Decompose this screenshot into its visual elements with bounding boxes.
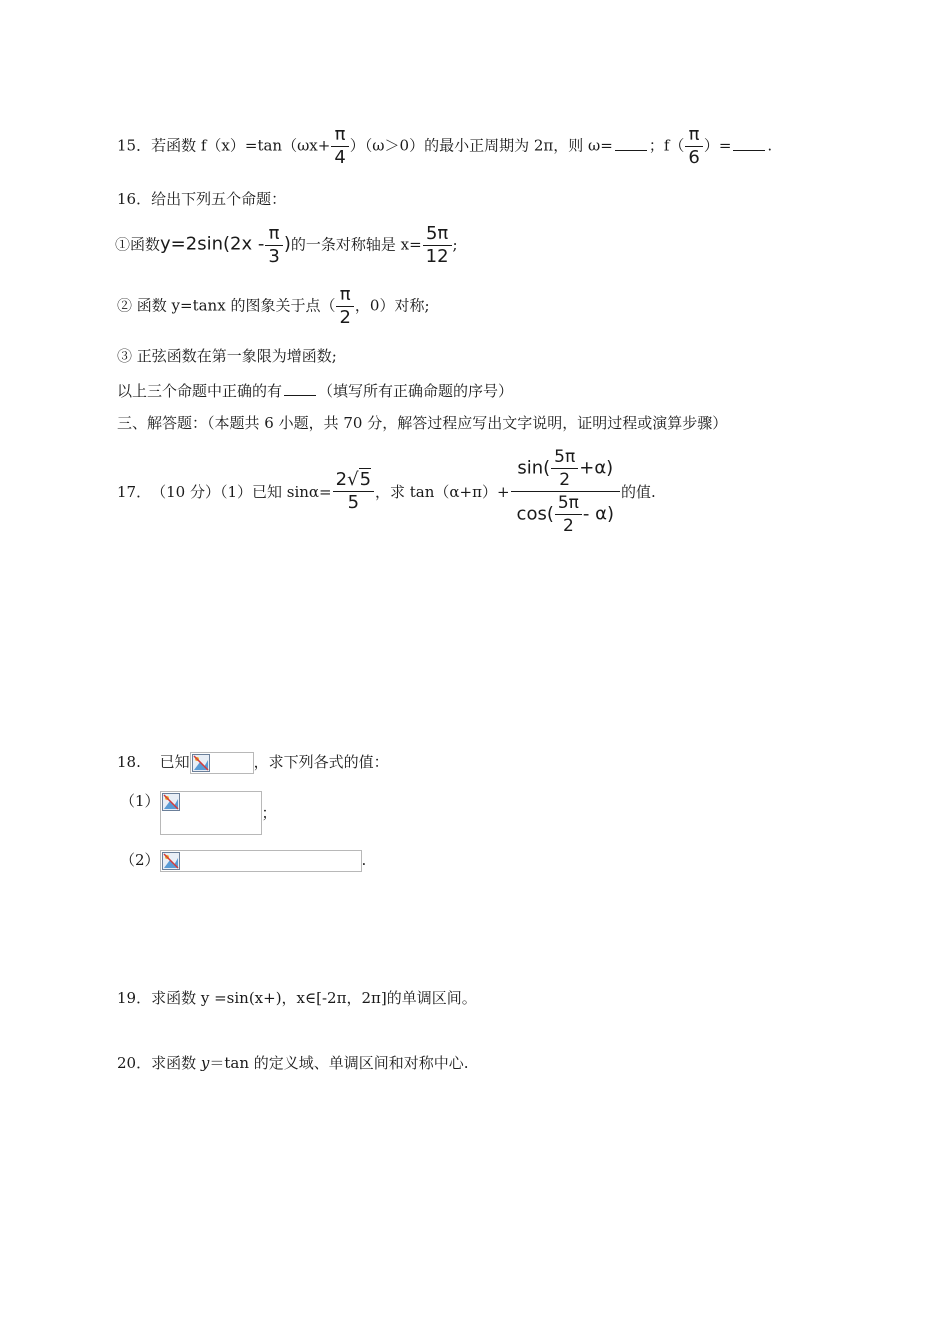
q16-p1-fraction-5pi-over-12: $\frac{5\pi}{12}$ [423, 223, 452, 268]
q18-item-1-image-placeholder [160, 791, 262, 835]
q15-number: 15． [117, 136, 152, 155]
q16-proposition-1: ①函数y=2sin(2x - $\frac{\pi}{3}$ )的一条对称轴是 x= $\frac{5\pi}{12}$ ; [115, 223, 458, 267]
q15-blank-f-value [733, 136, 765, 151]
question-16-title: 16．给出下列五个命题： [117, 190, 287, 208]
q16-proposition-3: ③ 正弦函数在第一象限为增函数; [117, 347, 337, 365]
q16-answer-blank [284, 381, 316, 396]
q15-blank-omega [615, 136, 647, 151]
q16-p1-fraction-pi-over-3: $\frac{\pi}{3}$ [265, 223, 282, 268]
q18-given-image-placeholder [190, 752, 254, 774]
q15-text-d: ）= [703, 136, 732, 155]
q15-fraction-pi-over-6: $\frac{\pi}{6}$ [685, 124, 702, 169]
q17-top-fraction-5pi-over-2: $\frac{5\pi}{2}$ [551, 446, 578, 491]
question-18: 18. 已知 ，求下列各式的值： [117, 752, 389, 774]
q15-text-e: . [767, 136, 773, 155]
q17-bottom-fraction-5pi-over-2: $\frac{5\pi}{2}$ [555, 492, 582, 537]
question-15 [117, 124, 772, 169]
q16-p1-formula: y=2sin(2x - [160, 233, 265, 255]
q15-text-b: ）（ω＞0）的最小正周期为 2π，则 ω= [349, 136, 613, 155]
q18-item-1: （1） ； [120, 791, 277, 835]
section-3-title: 三、解答题：（本题共 6 小题，共 70 分，解答过程应写出文字说明，证明过程或演算步骤） [117, 414, 728, 432]
q16-proposition-2: ② 函数 y=tanx 的图象关于点（ $\frac{\pi}{2}$ ，0）对称; [117, 284, 430, 328]
question-17: 17．（10 分）（1）已知 sinα= $\frac{2√5}{5}$ ，求 tan（α+π）+ sin( $\frac{5\pi}{2}$ +α) cos( $\frac{5\pi}{2}$ - α) 的值. [117, 447, 656, 536]
q16-p2-fraction-pi-over-2: $\frac{\pi}{2}$ [336, 284, 353, 329]
q15-text-c: ；f（ [648, 136, 685, 155]
broken-image-icon [162, 852, 180, 870]
broken-image-icon [162, 793, 180, 811]
q16-summary: 以上三个命题中正确的有 （填写所有正确命题的序号） [117, 382, 514, 400]
q17-big-fraction: sin( $\frac{5\pi}{2}$ +α) cos( $\frac{5\pi}{2}$ - α) [511, 446, 620, 537]
q17-fraction-2root5-over-5: $\frac{2√5}{5}$ [333, 469, 374, 514]
question-19: 19．求函数 y =sin(x+)，x∈[-2π，2π]的单调区间。 [117, 989, 477, 1007]
q18-item-2: （2） . [120, 850, 366, 872]
q18-item-2-image-placeholder [160, 850, 362, 872]
q15-text-a: 若函数 f（x）=tan（ωx+ [151, 136, 331, 155]
question-20: 20．求函数 y＝tan 的定义域、单调区间和对称中心. [117, 1054, 469, 1072]
q15-fraction-pi-over-4: $\frac{\pi}{4}$ [331, 124, 348, 169]
broken-image-icon [192, 754, 210, 772]
